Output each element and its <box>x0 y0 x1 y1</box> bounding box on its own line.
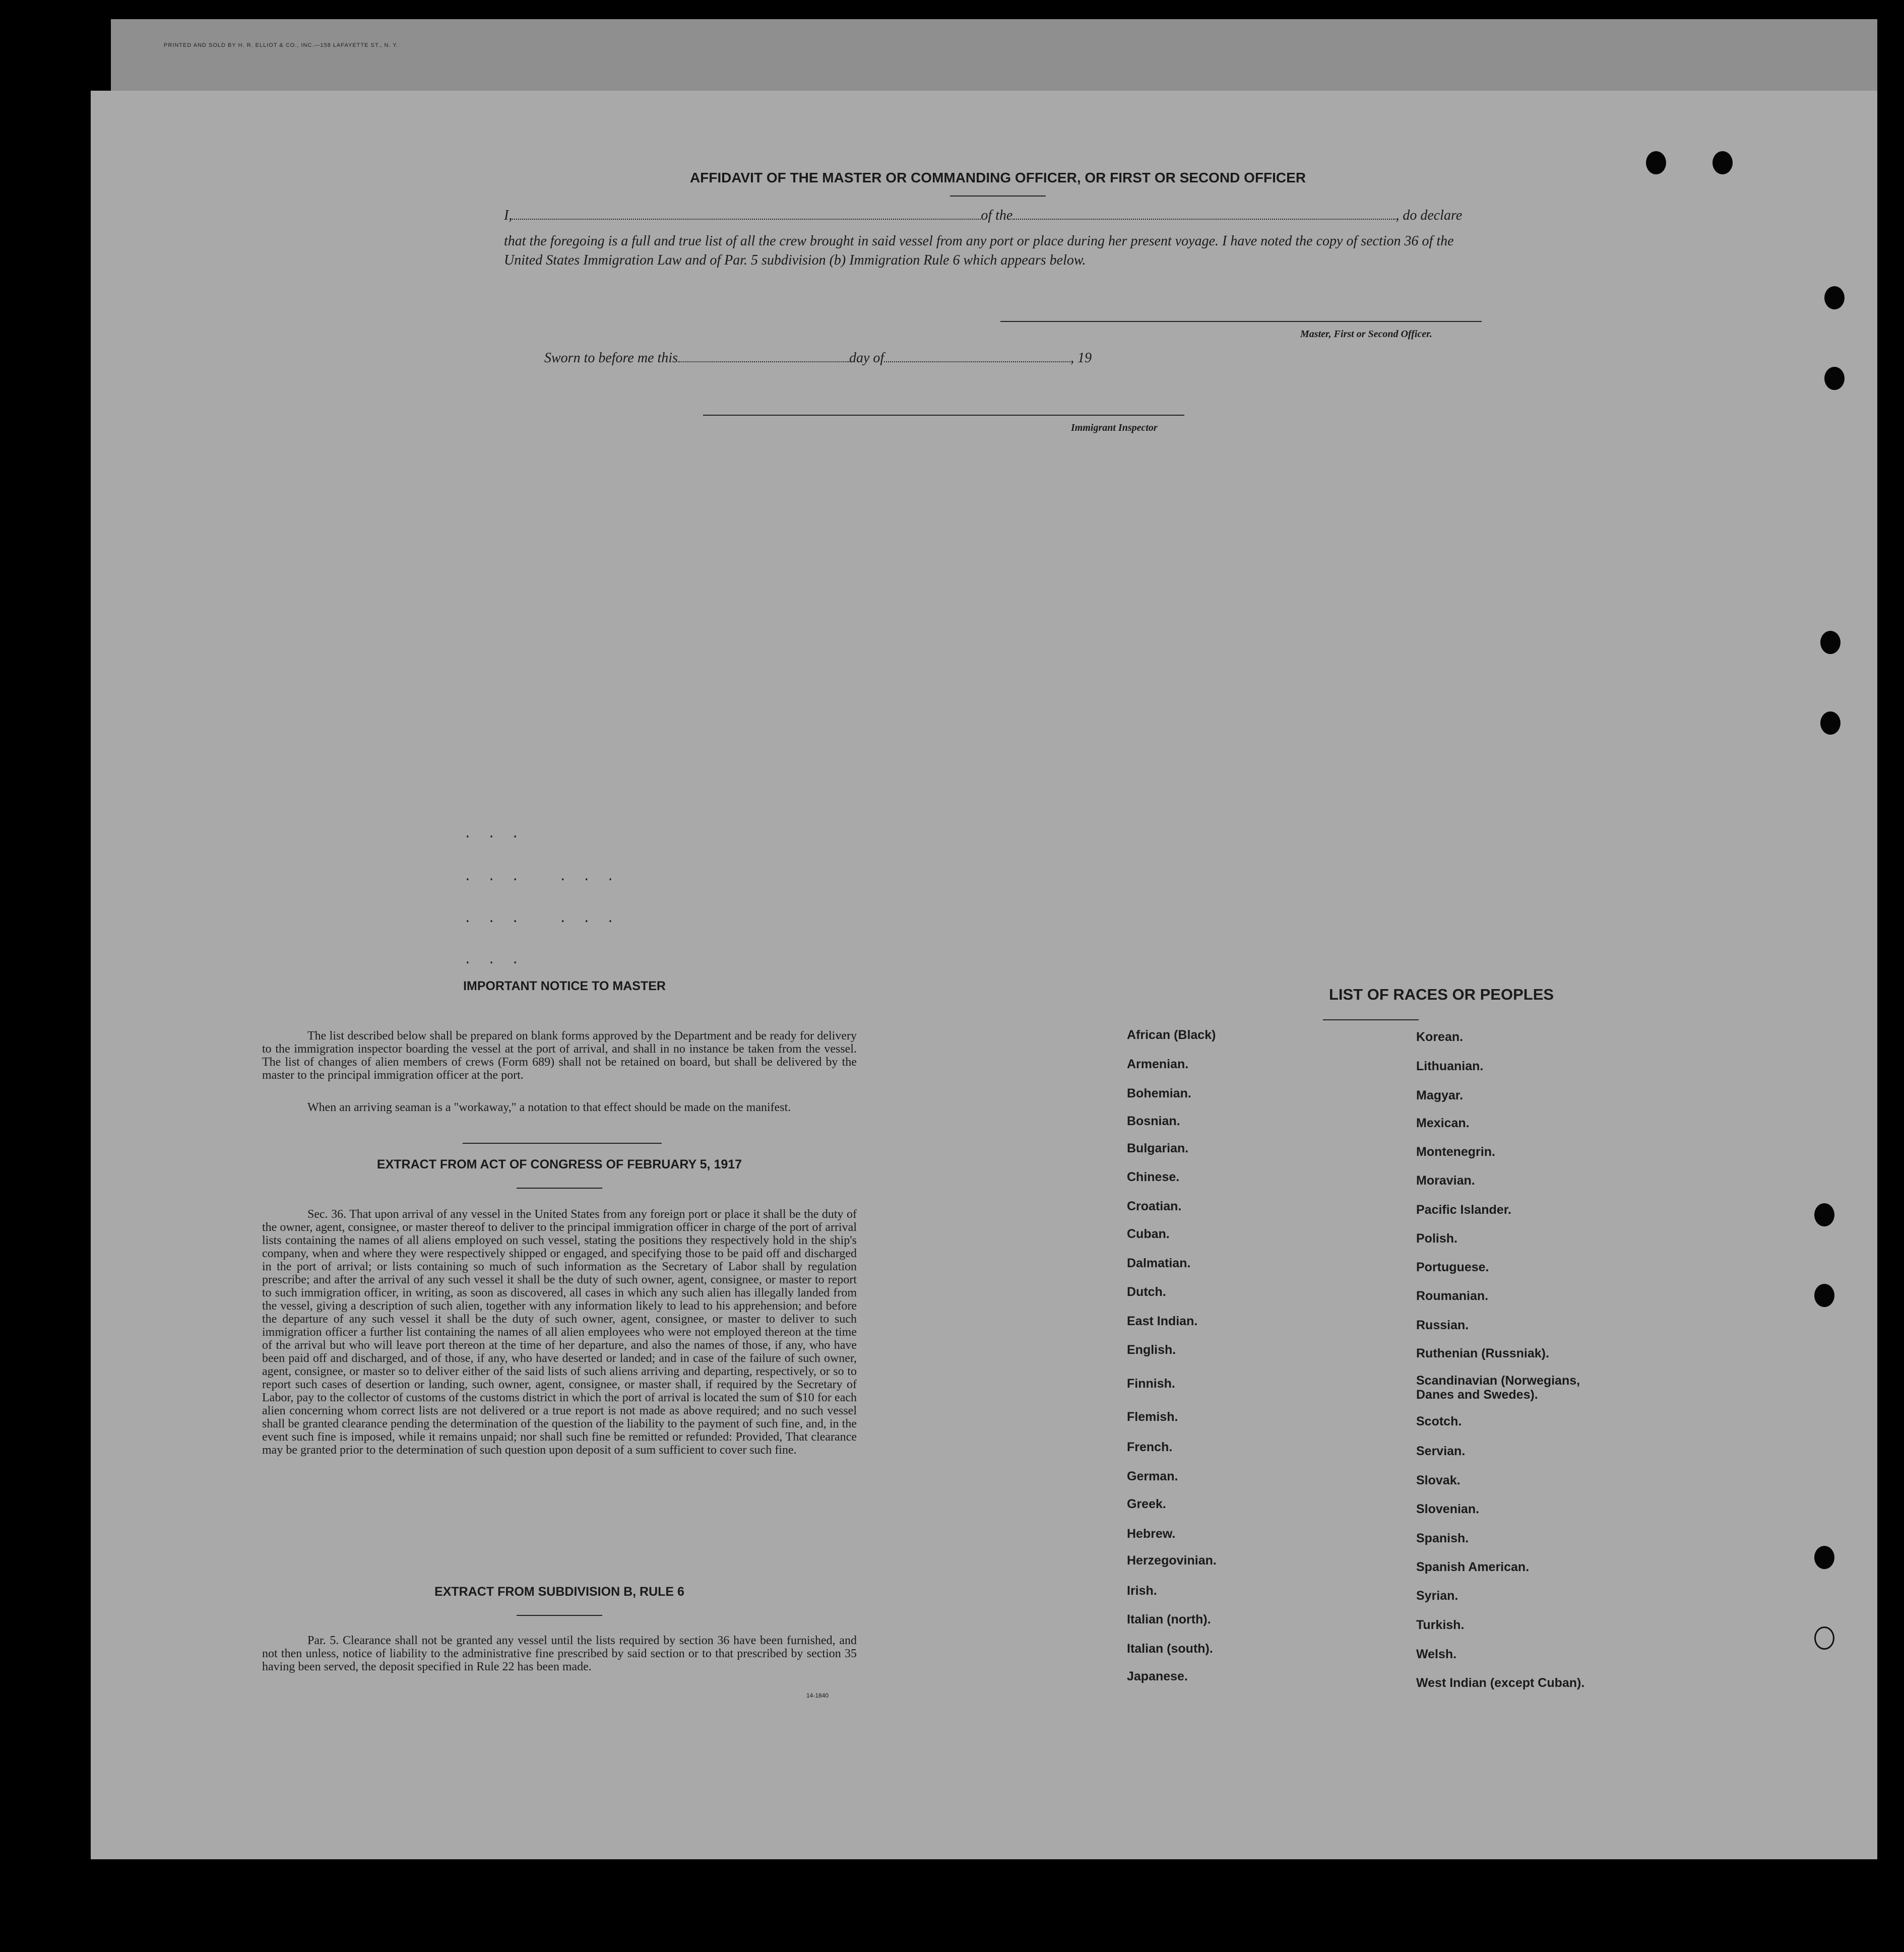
sworn-month-blank <box>884 351 1070 362</box>
race-item: African (Black) <box>1127 1028 1216 1042</box>
notice-title: IMPORTANT NOTICE TO MASTER <box>463 979 666 993</box>
show-through-dots: . . . . . . <box>464 911 618 926</box>
master-signature-line <box>1000 321 1482 322</box>
race-item: English. <box>1127 1343 1176 1357</box>
race-item: West Indian (except Cuban). <box>1416 1676 1585 1690</box>
race-item: Montenegrin. <box>1416 1145 1495 1159</box>
title-rule <box>950 196 1046 197</box>
race-item: Lithuanian. <box>1416 1059 1484 1073</box>
race-item: French. <box>1127 1440 1173 1454</box>
sworn-day-blank <box>678 351 849 362</box>
race-item: Turkish. <box>1416 1618 1465 1632</box>
punch-hole-icon <box>1824 367 1845 390</box>
race-item: Finnish. <box>1127 1377 1175 1391</box>
race-item: Syrian. <box>1416 1589 1458 1603</box>
section-rule <box>463 1143 662 1144</box>
race-item: Spanish American. <box>1416 1560 1530 1574</box>
notice-paragraph-2: When an arriving seaman is a "workaway," a notation to that effect should be made on the manifest. <box>307 1101 791 1114</box>
race-item: Russian. <box>1416 1318 1469 1332</box>
affidavit-title: AFFIDAVIT OF THE MASTER OR COMMANDING OFFICER, OR FIRST OR SECOND OFFICER <box>689 170 1306 185</box>
extract-rule-text: Par. 5. Clearance shall not be granted any vessel until the lists required by section 36 have been furnished, and not then unless, notice of liability to the administrative fine prescribed by said section or to that prescribed by section 35 having been served, the deposit specified in Rule 22 has been made. <box>262 1634 857 1673</box>
affidavit-do-declare-label: , do declare <box>1395 208 1463 223</box>
show-through-dots: . . . <box>464 952 524 967</box>
race-item: Spanish. <box>1416 1531 1469 1545</box>
race-item: German. <box>1127 1469 1178 1483</box>
race-item: Roumanian. <box>1416 1289 1489 1303</box>
punch-hole-icon <box>1814 1546 1834 1569</box>
race-item: Slovenian. <box>1416 1502 1480 1516</box>
show-through-dots: . . . <box>464 826 524 841</box>
extract-rule-rule <box>517 1615 602 1616</box>
race-item: Dutch. <box>1127 1285 1166 1299</box>
race-item: Mexican. <box>1416 1116 1470 1130</box>
race-item: Armenian. <box>1127 1057 1189 1071</box>
sworn-day-of: day of <box>849 350 884 366</box>
punch-hole-icon <box>1712 151 1733 174</box>
race-item: Scandinavian (Norwegians, Danes and Swedes). <box>1416 1374 1580 1402</box>
race-item: Bohemian. <box>1127 1086 1191 1100</box>
punch-hole-icon <box>1646 151 1666 174</box>
inspector-signature-label: Immigrant Inspector <box>1071 422 1158 433</box>
race-item: Welsh. <box>1416 1647 1457 1661</box>
race-item: Dalmatian. <box>1127 1256 1191 1270</box>
race-item: Moravian. <box>1416 1174 1475 1188</box>
punch-hole-icon <box>1814 1203 1834 1226</box>
race-item: Ruthenian (Russniak). <box>1416 1346 1549 1360</box>
punch-hole-icon <box>1820 631 1840 654</box>
race-item: Scotch. <box>1416 1414 1462 1428</box>
race-item: Chinese. <box>1127 1170 1180 1184</box>
race-item: East Indian. <box>1127 1314 1198 1328</box>
top-page-edge <box>111 19 1877 91</box>
vessel-blank <box>1012 209 1395 220</box>
form-number: 14-1840 <box>806 1692 829 1699</box>
affidavit-i-label: I, <box>504 208 513 223</box>
race-item: Bulgarian. <box>1127 1141 1189 1155</box>
race-item: Bosnian. <box>1127 1114 1180 1128</box>
show-through-dots: . . . . . . <box>464 869 618 884</box>
races-title-rule <box>1323 1019 1419 1020</box>
race-item: Slovak. <box>1416 1473 1461 1487</box>
race-item: Croatian. <box>1127 1199 1182 1213</box>
race-item: Greek. <box>1127 1497 1166 1511</box>
race-item: Japanese. <box>1127 1669 1188 1683</box>
race-item: Servian. <box>1416 1444 1466 1458</box>
printer-imprint: PRINTED AND SOLD BY H. R. ELLIOT & CO., INC.—158 LAFAYETTE ST., N. Y. <box>164 42 399 48</box>
race-item: Pacific Islander. <box>1416 1203 1511 1217</box>
race-item: Cuban. <box>1127 1227 1170 1241</box>
name-blank <box>512 209 981 220</box>
race-item: Portuguese. <box>1416 1260 1489 1274</box>
punch-hole-icon <box>1814 1284 1834 1307</box>
race-item: Korean. <box>1416 1030 1464 1044</box>
affidavit-name-line <box>504 208 1462 224</box>
race-item: Herzegovinian. <box>1127 1553 1217 1568</box>
race-item: Polish. <box>1416 1231 1457 1246</box>
race-item: Hebrew. <box>1127 1527 1176 1541</box>
affidavit-declaration: that the foregoing is a full and true list of all the crew brought in said vessel from any port or place during her present voyage. I have noted the copy of section 36 of the United States Immigration Law and of Par. 5 subdivision (b) Immigration Rule 6 which appears below. <box>504 233 1454 268</box>
race-item: Magyar. <box>1416 1088 1464 1102</box>
master-signature-label: Master, First or Second Officer. <box>1300 329 1432 340</box>
sworn-line <box>544 350 1092 366</box>
inspector-signature-line <box>703 415 1184 416</box>
races-title: LIST OF RACES OR PEOPLES <box>1328 986 1554 1003</box>
sworn-year: , 19 <box>1070 350 1092 366</box>
sworn-prefix: Sworn to before me this <box>544 350 678 366</box>
race-item: Italian (south). <box>1127 1642 1213 1656</box>
race-item: Flemish. <box>1127 1410 1178 1424</box>
notice-paragraph-1: The list described below shall be prepared on blank forms approved by the Department and be ready for delivery to the immigration inspector boarding the vessel at the port of arrival, and shall in no instance be taken from the vessel. The list of changes of alien members of crews (Form 689) shall not be retained on board, but shall be delivered by the master to the principal immigration officer at the port. <box>262 1029 857 1082</box>
extract-rule-title: EXTRACT FROM SUBDIVISION B, RULE 6 <box>434 1585 684 1599</box>
race-item: Irish. <box>1127 1584 1157 1598</box>
punch-hole-icon <box>1824 286 1845 309</box>
extract-act-rule <box>517 1188 602 1189</box>
extract-act-title: EXTRACT FROM ACT OF CONGRESS OF FEBRUARY 5, 1917 <box>376 1157 742 1172</box>
punch-hole-icon <box>1820 711 1840 735</box>
race-item: Italian (north). <box>1127 1612 1211 1626</box>
punch-hole-icon <box>1814 1626 1834 1650</box>
affidavit-of-the-label: of the <box>981 208 1013 223</box>
extract-act-text: Sec. 36. That upon arrival of any vessel in the United States from any foreign port or place it shall be the duty of the owner, agent, consignee, or master thereof to deliver to the principal immigration officer in charge of the port of arrival lists containing the names of all aliens employed on such vessel, stating the positions they respectively hold in the ship's company, when and where they were respectively shipped or engaged, and specifying those to be paid off and discharged in the port of arrival; or lists containing so much of such information as the Secretary of Labor shall by regulation prescribe; and after the arrival of any such vessel it shall be the duty of such owner, agent, consignee, or master to report to such immigration officer, in writing, as soon as discovered, all cases in which any such alien has illegally landed from the vessel, giving a description of such alien, together with any information likely to lead to his apprehension; and before the departure of any such vessel it shall be the duty of such owner, agent, consignee, or master to deliver to such immigration officer a further list containing the names of all alien employees who were not employed thereon at the time of the arrival but who will leave port thereon at the time of her departure, and also the names of those, if any, who have been paid off and discharged, and of those, if any, who have deserted or landed; and in case of the failure of such owner, agent, consignee, or master so to deliver either of the said lists of such aliens arriving and departing, respectively, or so to report such cases of desertion or landing, such owner, agent, consignee, or master shall, if required by the Secretary of Labor, pay to the collector of customs of the customs district in which the port of arrival is located the sum of $10 for each alien concerning whom correct lists are not delivered or a true report is not made as above required; and no such vessel shall be granted clearance pending the determination of the question of the liability to the payment of such fine, and, in the event such fine is imposed, while it remains unpaid; nor shall such fine be remitted or refunded: Provided, That clearance may be granted prior to the determination of such question upon deposit of a sum sufficient to cover such fine. <box>262 1208 857 1457</box>
